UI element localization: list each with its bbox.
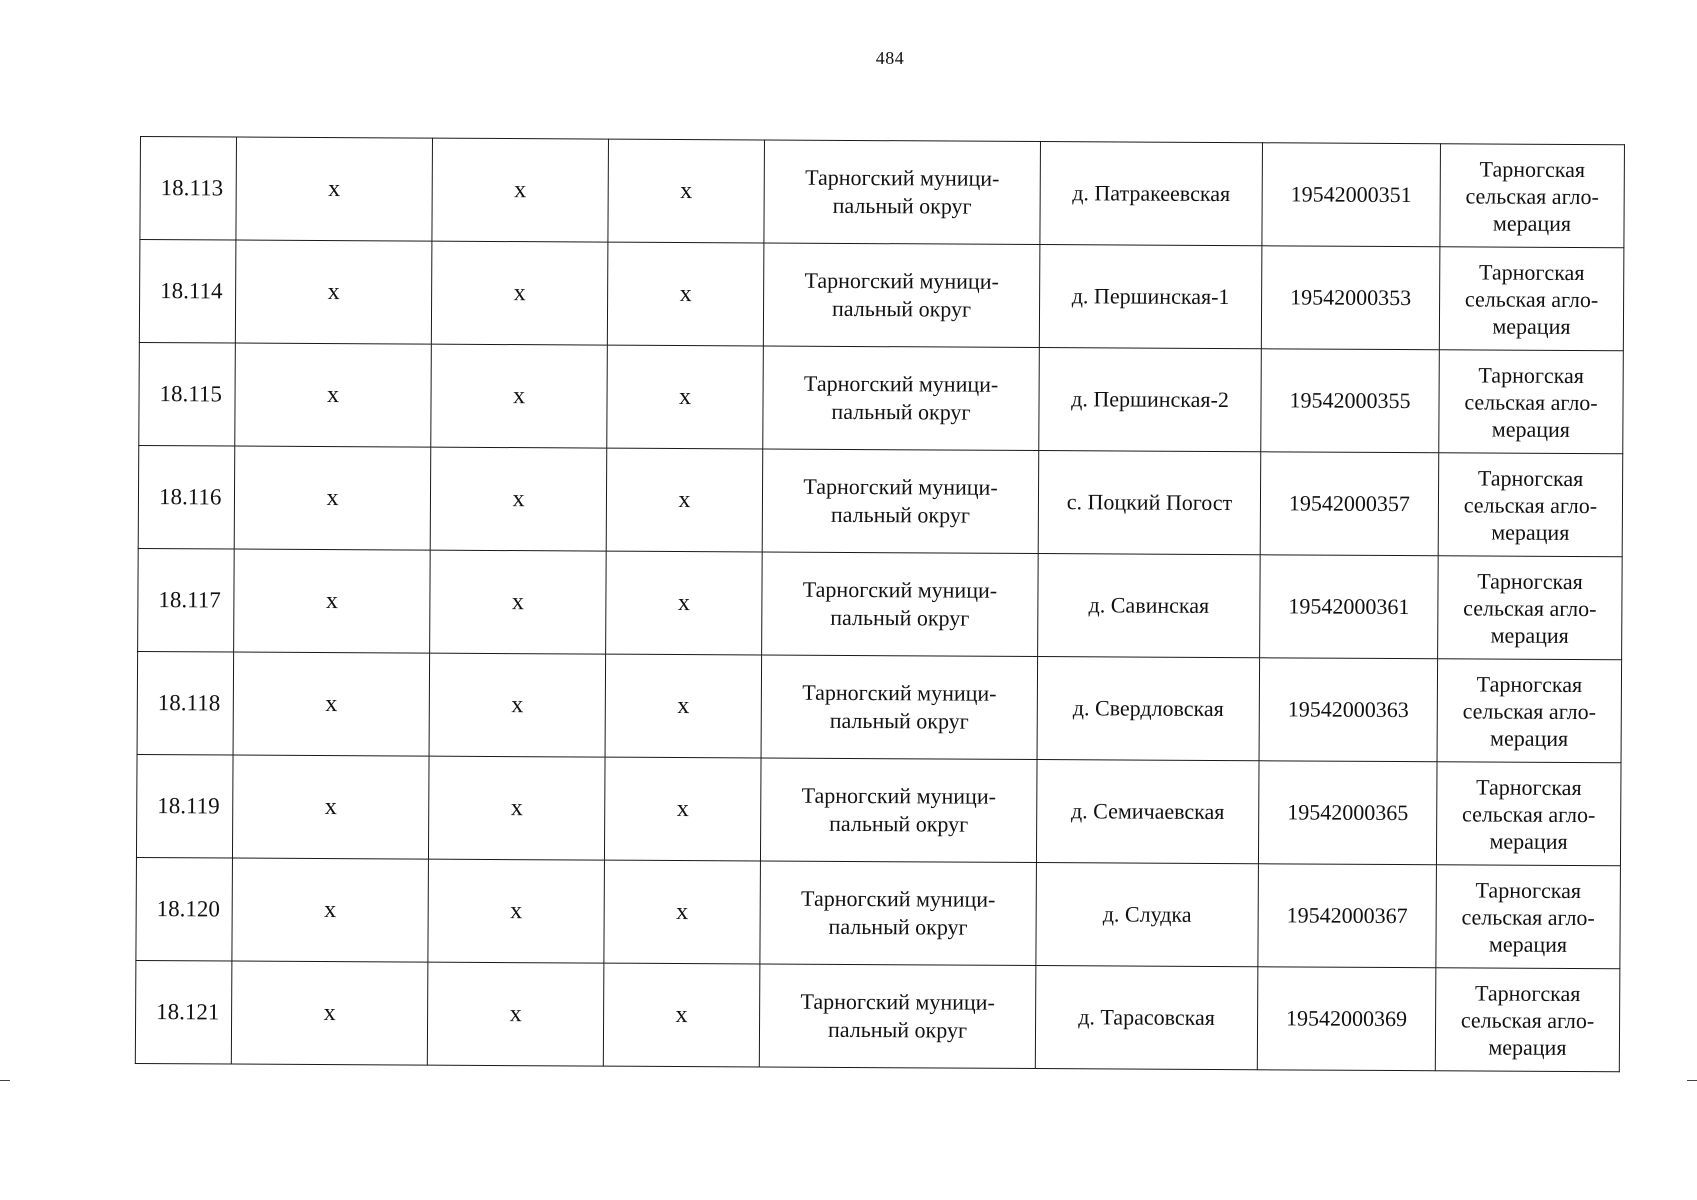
table-row (136, 857, 1621, 968)
cell-settlement: с. Поцкий Погост (1038, 451, 1261, 555)
cell-col3: х (431, 241, 608, 345)
cell-agglomeration: Тарногская сельская агло- мерация (1438, 556, 1623, 660)
cell-number: 18.117 (138, 548, 235, 652)
cell-number: 18.115 (139, 342, 236, 446)
cell-col4: х (608, 139, 765, 243)
cell-number: 18.119 (136, 754, 233, 858)
right-edge-mark (1687, 1080, 1697, 1081)
cell-agglomeration: Тарногская сельская агло- мерация (1436, 865, 1621, 969)
table-row (137, 651, 1622, 762)
cell-number: 18.120 (136, 857, 233, 961)
cell-col2: х (236, 137, 433, 241)
cell-col2: х (235, 343, 432, 447)
cell-code: 19542000365 (1258, 761, 1437, 865)
cell-code: 19542000357 (1260, 452, 1439, 556)
cell-col3: х (430, 550, 607, 654)
cell-col3: х (428, 859, 605, 963)
cell-code: 19542000363 (1259, 658, 1438, 762)
cell-agglomeration: Тарногская сельская агло- мерация (1438, 453, 1623, 557)
settlements-table (135, 136, 1625, 1072)
table-row (140, 137, 1625, 248)
cell-number: 18.113 (140, 137, 237, 241)
cell-district: Тарногский муници- пальный округ (759, 964, 1036, 1069)
cell-district: Тарногский муници- пальный округ (760, 861, 1037, 966)
cell-col3: х (427, 962, 604, 1066)
cell-col2: х (234, 549, 431, 653)
cell-number: 18.114 (139, 240, 236, 344)
cell-agglomeration: Тарногская сельская агло- мерация (1436, 762, 1621, 866)
cell-settlement: д. Семичаевская (1036, 760, 1259, 864)
cell-col4: х (607, 242, 764, 346)
cell-agglomeration: Тарногская сельская агло- мерация (1440, 144, 1625, 248)
table-row (139, 342, 1624, 453)
cell-col2: х (232, 755, 429, 859)
cell-code: 19542000355 (1261, 349, 1440, 453)
cell-col2: х (231, 961, 428, 1065)
cell-agglomeration: Тарногская сельская агло- мерация (1439, 247, 1624, 351)
cell-settlement: д. Першинская-1 (1039, 245, 1262, 349)
cell-number: 18.121 (135, 960, 232, 1064)
cell-col3: х (432, 138, 609, 242)
cell-settlement: д. Слудка (1036, 863, 1259, 967)
cell-col4: х (604, 757, 761, 861)
cell-col4: х (607, 345, 764, 449)
table-row (135, 960, 1620, 1071)
cell-district: Тарногский муници- пальный округ (764, 140, 1041, 245)
cell-col2: х (233, 652, 430, 756)
cell-settlement: д. Свердловская (1037, 657, 1260, 761)
left-edge-mark (0, 1080, 10, 1081)
table-row (139, 240, 1624, 351)
cell-district: Тарногский муници- пальный округ (760, 758, 1037, 863)
cell-district: Тарногский муници- пальный округ (763, 243, 1040, 348)
cell-col3: х (431, 344, 608, 448)
cell-col4: х (606, 551, 763, 655)
cell-code: 19542000361 (1260, 555, 1439, 659)
cell-settlement: д. Тарасовская (1035, 966, 1258, 1070)
cell-settlement: д. Патракеевская (1040, 142, 1263, 246)
cell-agglomeration: Тарногская сельская агло- мерация (1437, 659, 1622, 763)
table-body (135, 137, 1624, 1072)
cell-code: 19542000351 (1262, 143, 1441, 247)
cell-col3: х (428, 756, 605, 860)
cell-number: 18.118 (137, 651, 234, 755)
page-number: 484 (875, 48, 905, 68)
cell-col3: х (429, 653, 606, 757)
cell-district: Тарногский муници- пальный округ (763, 346, 1040, 451)
cell-code: 19542000369 (1257, 967, 1436, 1071)
cell-code: 19542000367 (1258, 864, 1437, 968)
cell-code: 19542000353 (1261, 246, 1440, 350)
cell-col4: х (606, 448, 763, 552)
cell-col3: х (430, 447, 607, 551)
table-row (136, 754, 1621, 865)
cell-settlement: д. Першинская-2 (1039, 348, 1262, 452)
cell-col4: х (604, 860, 761, 964)
cell-col2: х (232, 858, 429, 962)
cell-col2: х (234, 446, 431, 550)
cell-agglomeration: Тарногская сельская агло- мерация (1435, 968, 1620, 1072)
cell-number: 18.116 (138, 445, 235, 549)
table-row (138, 548, 1623, 659)
cell-col2: х (235, 240, 432, 344)
cell-district: Тарногский муници- пальный округ (762, 449, 1039, 554)
cell-district: Тарногский муници- пальный округ (762, 552, 1039, 657)
cell-district: Тарногский муници- пальный округ (761, 655, 1038, 760)
cell-agglomeration: Тарногская сельская агло- мерация (1439, 350, 1624, 454)
cell-col4: х (603, 963, 760, 1067)
cell-settlement: д. Савинская (1038, 554, 1261, 658)
table-row (138, 445, 1623, 556)
cell-col4: х (605, 654, 762, 758)
